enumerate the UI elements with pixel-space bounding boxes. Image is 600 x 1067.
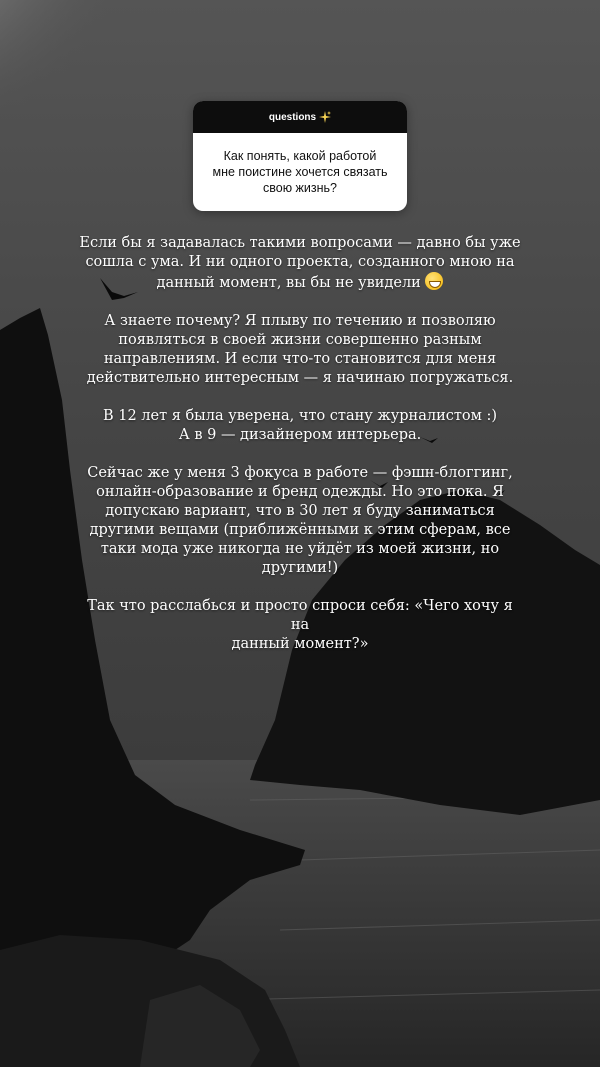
grinning-face-emoji-icon bbox=[425, 272, 443, 290]
paragraph-1 bbox=[78, 234, 522, 293]
paragraph-5: Так что расслабься и просто спроси себя: «Чего хочу я на данный момент?» bbox=[87, 598, 513, 652]
question-card bbox=[193, 101, 407, 211]
paragraph-2: А знаете почему? Я плыву по течению и позволяю появляться в своей жизни совершенно разным направлениям. И если что-то становится для меня действительно интересным — я начинаю погружаться. bbox=[86, 313, 514, 386]
question-card-title: questions bbox=[268, 111, 317, 123]
paragraph-1-text: Если бы я задавалась такими вопросами — давно бы уже сошла с ума. И ни одного проекта, созданного мною на данный момент, вы бы не увидели bbox=[79, 235, 521, 291]
paragraph-4: Сейчас же у меня 3 фокуса в работе — фэшн-блоггинг, онлайн-образование и бренд одежды. Но это пока. Я допускаю вариант, что в 30 лет я буду заниматься другими вещами (приближёнными к этим сферам, все таки мода уже никогда не уйдёт из моей жизни, но другими!) bbox=[87, 465, 513, 576]
question-text: Как понять, какой работой мне поистине хочется связать свою жизнь? bbox=[212, 149, 388, 195]
story-caption bbox=[78, 234, 522, 673]
sparkles-icon bbox=[319, 111, 331, 123]
question-card-header bbox=[193, 101, 407, 133]
paragraph-3: В 12 лет я была уверена, что стану журналистом :) А в 9 — дизайнером интерьера. bbox=[102, 408, 498, 443]
